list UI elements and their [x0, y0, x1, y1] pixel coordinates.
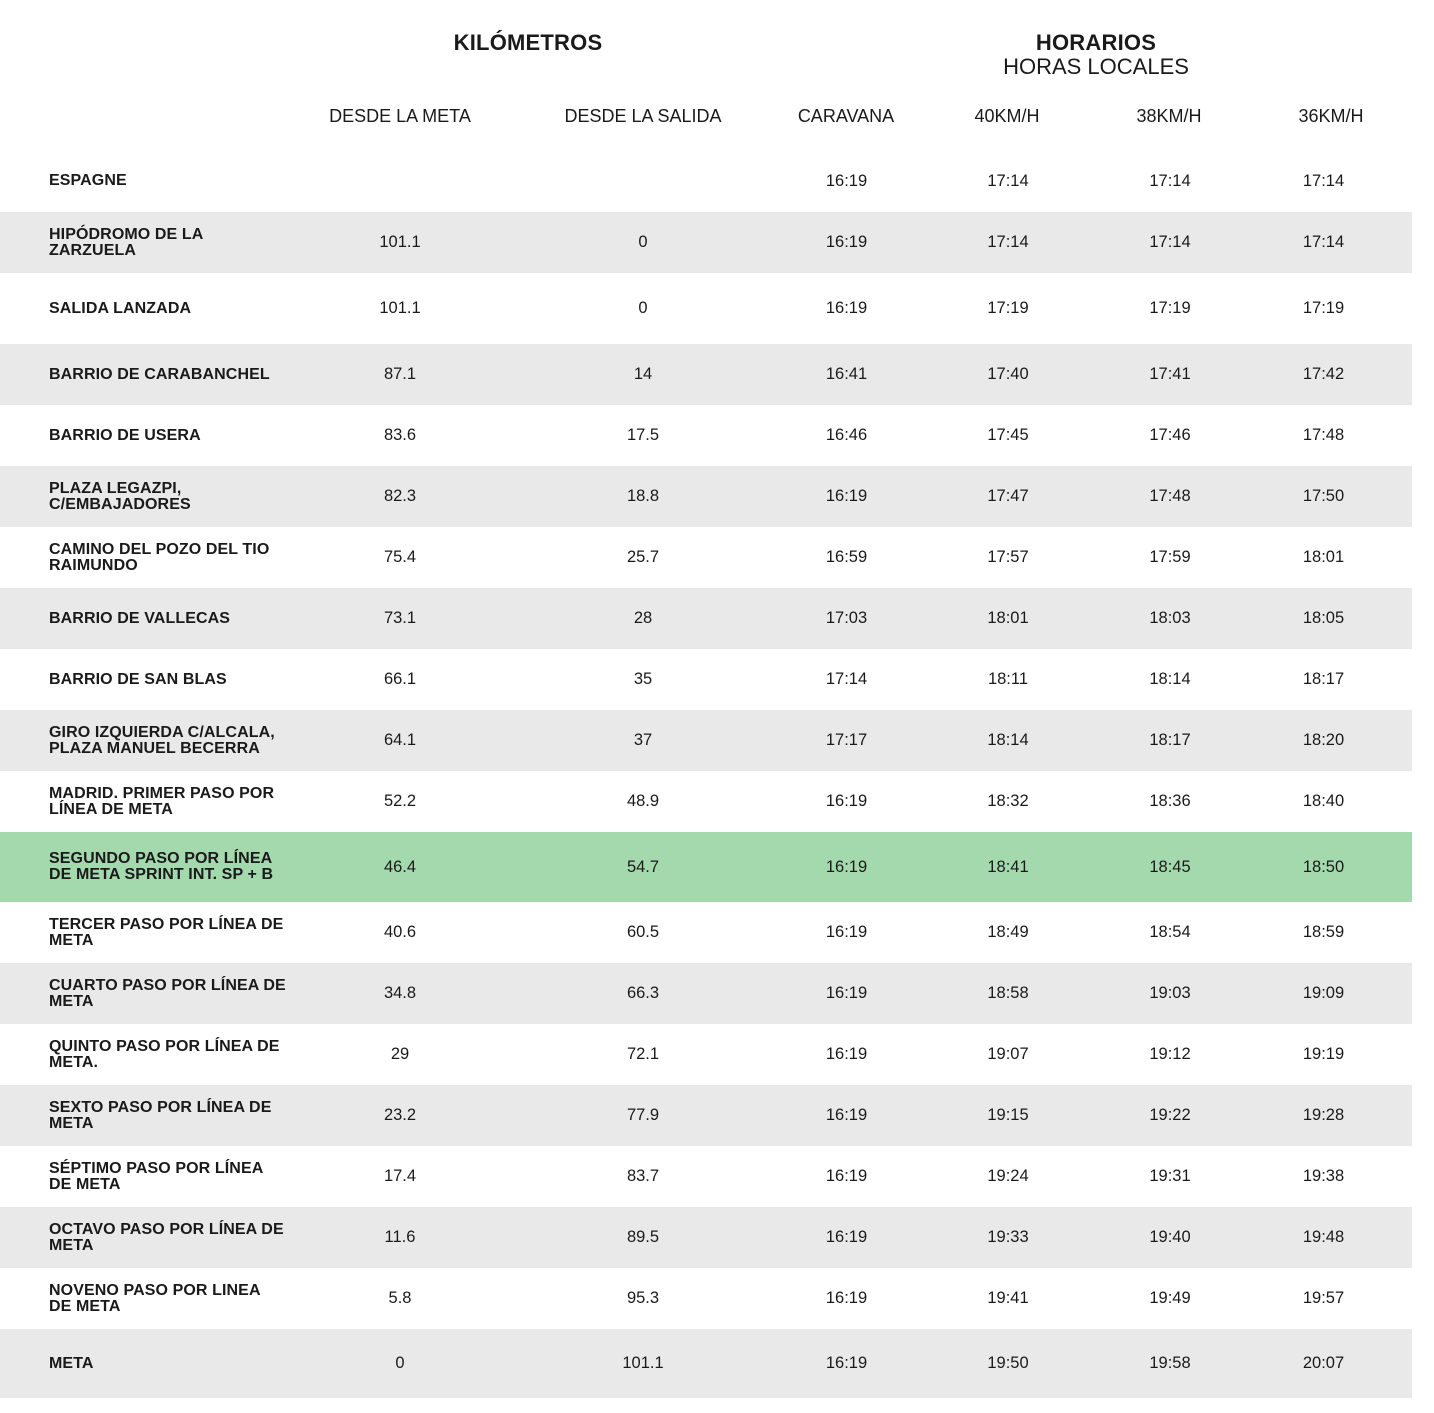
col-header-38kmh: 38KM/H [1136, 106, 1202, 126]
km-desde-salida-cell: 48.9 [626, 792, 660, 810]
time-36kmh-cell: 18:17 [1302, 670, 1345, 688]
km-desde-meta-cell: 83.6 [383, 426, 417, 444]
km-desde-salida-cell: 95.3 [626, 1289, 660, 1307]
time-38kmh-cell: 19:31 [1149, 1167, 1191, 1185]
time-38kmh-cell: 19:03 [1105, 963, 1235, 1024]
place-cell: NOVENO PASO POR LINEA DE META [49, 1281, 261, 1315]
time-36kmh-cell: 18:50 [1235, 832, 1412, 902]
caravana-time-cell: 16:19 [825, 171, 868, 190]
column-headers [0, 104, 1412, 128]
horas-locales-subtitle: HORAS LOCALES [1003, 54, 1189, 79]
horarios-title: HORARIOS [1035, 30, 1157, 55]
time-36kmh-cell: 20:07 [1235, 1329, 1412, 1398]
place-cell: QUINTO PASO POR LÍNEA DE META. [49, 1037, 280, 1071]
time-36kmh-cell: 18:01 [1302, 548, 1345, 566]
time-38kmh-cell: 17:41 [1105, 344, 1235, 405]
time-40kmh-cell: 18:41 [911, 832, 1105, 902]
place-cell: CUARTO PASO POR LÍNEA DE META [0, 963, 296, 1024]
time-36kmh-cell: 19:38 [1302, 1167, 1345, 1185]
time-40kmh-cell: 17:14 [911, 212, 1105, 273]
km-desde-salida-cell: 25.7 [626, 548, 660, 566]
time-38kmh-cell: 18:14 [1149, 670, 1191, 688]
time-40kmh-cell: 18:14 [911, 710, 1105, 771]
caravana-time-cell: 16:19 [782, 832, 911, 902]
caravana-time-cell: 16:19 [825, 923, 868, 941]
km-desde-salida-cell: 14 [504, 344, 782, 405]
km-desde-meta-cell: 40.6 [383, 923, 417, 941]
km-desde-meta-cell: 23.2 [296, 1085, 504, 1146]
km-desde-salida-cell: 0 [638, 299, 648, 317]
caravana-time-cell: 16:19 [782, 1207, 911, 1268]
table-row [0, 1024, 1412, 1085]
km-desde-meta-cell: 34.8 [296, 963, 504, 1024]
km-desde-meta-cell: 5.8 [388, 1289, 412, 1307]
km-desde-meta-cell: 17.4 [383, 1167, 417, 1185]
time-38kmh-cell: 17:48 [1105, 466, 1235, 527]
time-40kmh-cell: 18:11 [987, 670, 1029, 688]
place-cell: CAMINO DEL POZO DEL TIO RAIMUNDO [49, 540, 270, 574]
caravana-time-cell: 16:46 [825, 426, 868, 444]
table-row [0, 466, 1412, 527]
time-38kmh-cell: 17:46 [1149, 426, 1191, 444]
time-36kmh-cell: 17:42 [1235, 344, 1412, 405]
km-desde-salida-cell: 89.5 [504, 1207, 782, 1268]
place-cell: TERCER PASO POR LÍNEA DE META [49, 915, 284, 949]
time-40kmh-cell: 17:57 [987, 548, 1029, 566]
place-cell: SALIDA LANZADA [49, 299, 192, 317]
time-38kmh-cell: 18:17 [1105, 710, 1235, 771]
km-desde-meta-cell: 29 [390, 1045, 410, 1063]
time-40kmh-cell: 18:32 [987, 792, 1029, 810]
table-row [0, 1085, 1412, 1146]
table-row [0, 273, 1412, 344]
time-36kmh-cell: 19:48 [1235, 1207, 1412, 1268]
place-cell: ESPAGNE [49, 172, 127, 189]
time-36kmh-cell: 18:05 [1235, 588, 1412, 649]
km-desde-meta-cell: 75.4 [383, 548, 417, 566]
time-40kmh-cell: 19:33 [911, 1207, 1105, 1268]
caravana-time-cell: 17:14 [825, 670, 868, 688]
kilometros-title: KILÓMETROS [453, 30, 603, 55]
time-40kmh-cell: 19:24 [987, 1167, 1029, 1185]
time-38kmh-cell: 19:12 [1149, 1045, 1191, 1063]
time-38kmh-cell: 17:14 [1105, 212, 1235, 273]
table-row [0, 588, 1412, 649]
km-desde-meta-cell: 11.6 [296, 1207, 504, 1268]
km-desde-salida-cell: 28 [504, 588, 782, 649]
time-40kmh-cell: 17:47 [911, 466, 1105, 527]
time-40kmh-cell: 19:07 [987, 1045, 1029, 1063]
caravana-time-cell: 17:17 [782, 710, 911, 771]
place-cell: BARRIO DE VALLECAS [0, 588, 296, 649]
place-cell: SÉPTIMO PASO POR LÍNEA DE META [49, 1159, 263, 1193]
km-desde-meta-cell: 82.3 [296, 466, 504, 527]
time-40kmh-cell: 19:50 [911, 1329, 1105, 1398]
col-header-desde-la-meta: DESDE LA META [329, 106, 471, 126]
km-desde-meta-cell: 46.4 [296, 832, 504, 902]
table-row [0, 902, 1412, 963]
caravana-time-cell: 16:19 [782, 1329, 911, 1398]
table-row [0, 963, 1412, 1024]
km-desde-meta-cell: 87.1 [296, 344, 504, 405]
table-row [0, 344, 1412, 405]
km-desde-meta-cell: 66.1 [383, 670, 417, 688]
km-desde-meta-cell: 64.1 [296, 710, 504, 771]
table-row [0, 771, 1412, 832]
time-36kmh-cell: 19:09 [1235, 963, 1412, 1024]
table-row [0, 1207, 1412, 1268]
place-cell: SEGUNDO PASO POR LÍNEA DE META SPRINT INT. SP + B [0, 832, 296, 902]
km-desde-salida-cell: 83.7 [626, 1167, 660, 1185]
km-desde-salida-cell: 66.3 [504, 963, 782, 1024]
caravana-time-cell: 16:19 [782, 963, 911, 1024]
km-desde-salida-cell: 17.5 [626, 426, 660, 444]
km-desde-salida-cell: 101.1 [504, 1329, 782, 1398]
place-cell: GIRO IZQUIERDA C/ALCALA, PLAZA MANUEL BECERRA [0, 710, 296, 771]
time-38kmh-cell: 18:54 [1149, 923, 1191, 941]
place-cell: SEXTO PASO POR LÍNEA DE META [0, 1085, 296, 1146]
km-desde-meta-cell: 52.2 [383, 792, 417, 810]
time-36kmh-cell: 19:57 [1302, 1289, 1345, 1307]
time-36kmh-cell: 17:14 [1235, 212, 1412, 273]
time-36kmh-cell: 19:28 [1235, 1085, 1412, 1146]
col-header-caravana: CARAVANA [797, 106, 895, 126]
km-desde-meta-cell: 101.1 [379, 299, 421, 317]
place-cell: PLAZA LEGAZPI, C/EMBAJADORES [0, 466, 296, 527]
table-row [0, 212, 1412, 273]
km-desde-salida-cell: 54.7 [504, 832, 782, 902]
time-40kmh-cell: 19:41 [987, 1289, 1029, 1307]
time-38kmh-cell: 19:58 [1105, 1329, 1235, 1398]
time-40kmh-cell: 17:40 [911, 344, 1105, 405]
time-38kmh-cell: 19:40 [1105, 1207, 1235, 1268]
time-40kmh-cell: 17:14 [987, 171, 1029, 190]
timetable-body [0, 150, 1412, 1398]
place-cell: MADRID. PRIMER PASO POR LÍNEA DE META [49, 784, 275, 818]
caravana-time-cell: 16:19 [825, 1167, 868, 1185]
km-desde-meta-cell: 101.1 [296, 212, 504, 273]
time-38kmh-cell: 17:59 [1149, 548, 1191, 566]
caravana-time-cell: 16:19 [825, 1045, 868, 1063]
place-cell: OCTAVO PASO POR LÍNEA DE META [0, 1207, 296, 1268]
time-38kmh-cell: 19:49 [1149, 1289, 1191, 1307]
caravana-time-cell: 17:03 [782, 588, 911, 649]
table-row [0, 1268, 1412, 1329]
caravana-time-cell: 16:41 [782, 344, 911, 405]
time-36kmh-cell: 17:19 [1302, 299, 1345, 317]
time-40kmh-cell: 18:49 [987, 923, 1029, 941]
time-36kmh-cell: 18:59 [1302, 923, 1345, 941]
time-40kmh-cell: 19:15 [911, 1085, 1105, 1146]
col-header-40kmh: 40KM/H [974, 106, 1040, 126]
horarios-heading [980, 31, 1212, 79]
time-38kmh-cell: 17:19 [1149, 299, 1191, 317]
km-desde-salida-cell: 18.8 [504, 466, 782, 527]
table-row [0, 1329, 1412, 1398]
place-cell: META [0, 1329, 296, 1398]
caravana-time-cell: 16:19 [825, 1289, 868, 1307]
km-desde-salida-cell [504, 150, 782, 212]
time-36kmh-cell: 17:48 [1302, 426, 1345, 444]
route-timetable [0, 150, 1412, 1398]
time-38kmh-cell: 19:22 [1105, 1085, 1235, 1146]
col-header-desde-la-salida: DESDE LA SALIDA [564, 106, 722, 126]
caravana-time-cell: 16:19 [782, 1085, 911, 1146]
place-cell: BARRIO DE USERA [49, 426, 201, 444]
km-desde-meta-cell [296, 150, 504, 212]
time-40kmh-cell: 17:19 [987, 299, 1029, 317]
caravana-time-cell: 16:19 [782, 466, 911, 527]
km-desde-meta-cell: 0 [296, 1329, 504, 1398]
time-40kmh-cell: 18:01 [911, 588, 1105, 649]
table-row [0, 405, 1412, 466]
km-desde-salida-cell: 72.1 [626, 1045, 660, 1063]
table-row [0, 832, 1412, 902]
table-row [0, 649, 1412, 710]
time-36kmh-cell: 18:40 [1302, 792, 1345, 810]
km-desde-salida-cell: 35 [633, 670, 653, 688]
time-36kmh-cell: 18:20 [1235, 710, 1412, 771]
time-38kmh-cell: 18:45 [1105, 832, 1235, 902]
time-36kmh-cell: 19:19 [1302, 1045, 1345, 1063]
km-desde-salida-cell: 37 [504, 710, 782, 771]
caravana-time-cell: 16:19 [825, 299, 868, 317]
kilometros-heading [400, 31, 656, 55]
col-header-36kmh: 36KM/H [1298, 106, 1364, 126]
caravana-time-cell: 16:19 [782, 212, 911, 273]
table-row [0, 710, 1412, 771]
time-40kmh-cell: 18:58 [911, 963, 1105, 1024]
km-desde-meta-cell: 73.1 [296, 588, 504, 649]
table-row [0, 1146, 1412, 1207]
place-cell: BARRIO DE SAN BLAS [49, 670, 227, 688]
time-40kmh-cell: 17:45 [987, 426, 1029, 444]
km-desde-salida-cell: 77.9 [504, 1085, 782, 1146]
time-36kmh-cell: 17:50 [1235, 466, 1412, 527]
place-cell: HIPÓDROMO DE LA ZARZUELA [0, 212, 296, 273]
km-desde-salida-cell: 0 [504, 212, 782, 273]
time-36kmh-cell: 17:14 [1302, 171, 1345, 190]
table-row [0, 527, 1412, 588]
place-cell: BARRIO DE CARABANCHEL [0, 344, 296, 405]
km-desde-salida-cell: 60.5 [626, 923, 660, 941]
caravana-time-cell: 16:59 [825, 548, 868, 566]
time-38kmh-cell: 18:36 [1149, 792, 1191, 810]
caravana-time-cell: 16:19 [825, 792, 868, 810]
time-38kmh-cell: 18:03 [1105, 588, 1235, 649]
time-38kmh-cell: 17:14 [1149, 171, 1191, 190]
table-row [0, 150, 1412, 212]
